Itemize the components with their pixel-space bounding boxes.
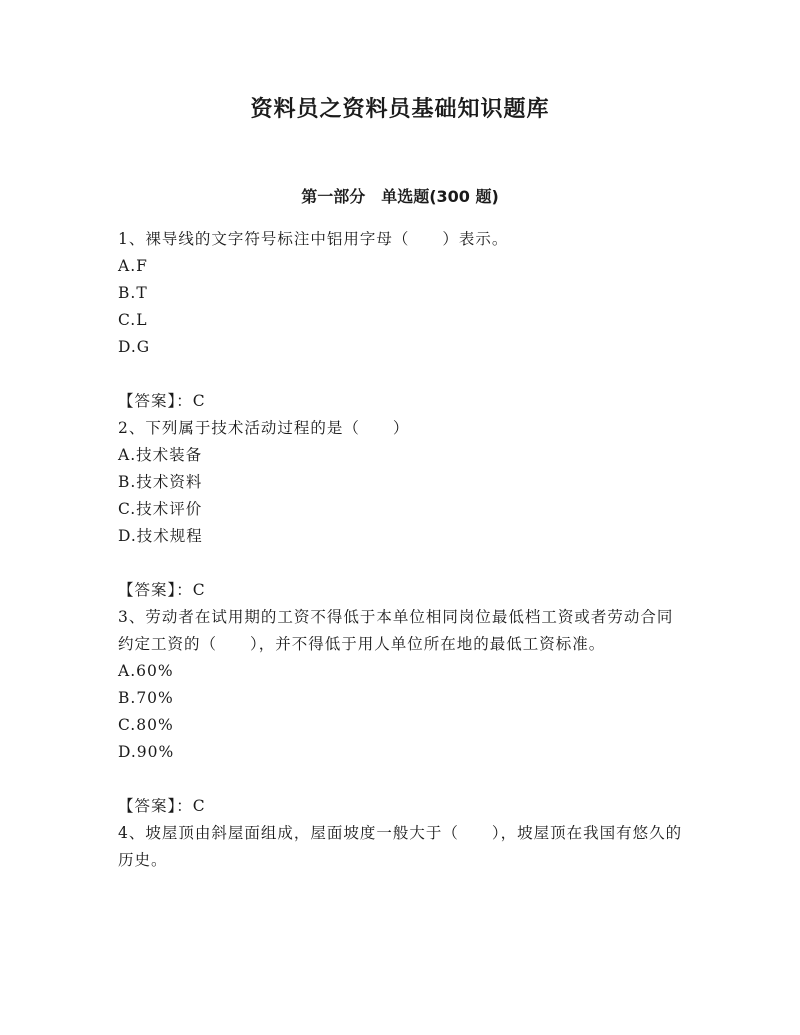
answer-line bbox=[118, 388, 688, 415]
question-list bbox=[118, 226, 688, 874]
question-2 bbox=[118, 415, 688, 604]
option-c: C.80% bbox=[118, 716, 174, 734]
answer-line bbox=[118, 793, 688, 820]
option-a: A.F bbox=[118, 257, 148, 275]
option-c: C.技术评价 bbox=[118, 500, 203, 518]
question-1 bbox=[118, 226, 688, 415]
section-title: 第一部分 单选题(300 题) bbox=[301, 187, 499, 206]
question-stem: 4、坡屋顶由斜屋面组成，屋面坡度一般大于（ ），坡屋顶在我国有悠久的历史。 bbox=[118, 824, 683, 869]
document-title: 资料员之资料员基础知识题库 bbox=[250, 97, 550, 122]
option-b: B.技术资料 bbox=[118, 473, 203, 491]
answer-line bbox=[118, 577, 688, 604]
option-c: C.L bbox=[118, 311, 148, 329]
option-d: D.G bbox=[118, 338, 151, 356]
answer-value: C bbox=[192, 797, 206, 815]
option-d: D.90% bbox=[118, 743, 175, 761]
answer-value: C bbox=[192, 392, 206, 410]
question-stem: 3、劳动者在试用期的工资不得低于本单位相同岗位最低档工资或者劳动合同约定工资的（ ），并不得低于用人单位所在地的最低工资标准。 bbox=[118, 608, 674, 653]
answer-prefix: 【答案】： bbox=[118, 581, 193, 599]
answer-prefix: 【答案】： bbox=[118, 797, 193, 815]
option-b: B.T bbox=[118, 284, 148, 302]
option-a: A.技术装备 bbox=[118, 446, 203, 464]
option-b: B.70% bbox=[118, 689, 174, 707]
question-4 bbox=[118, 820, 688, 874]
option-a: A.60% bbox=[118, 662, 174, 680]
option-d: D.技术规程 bbox=[118, 527, 203, 545]
question-3 bbox=[118, 604, 688, 820]
answer-value: C bbox=[192, 581, 206, 599]
question-stem: 1、裸导线的文字符号标注中铝用字母（ ）表示。 bbox=[118, 230, 509, 248]
answer-prefix: 【答案】： bbox=[118, 392, 193, 410]
question-stem: 2、下列属于技术活动过程的是（ ） bbox=[118, 419, 410, 437]
